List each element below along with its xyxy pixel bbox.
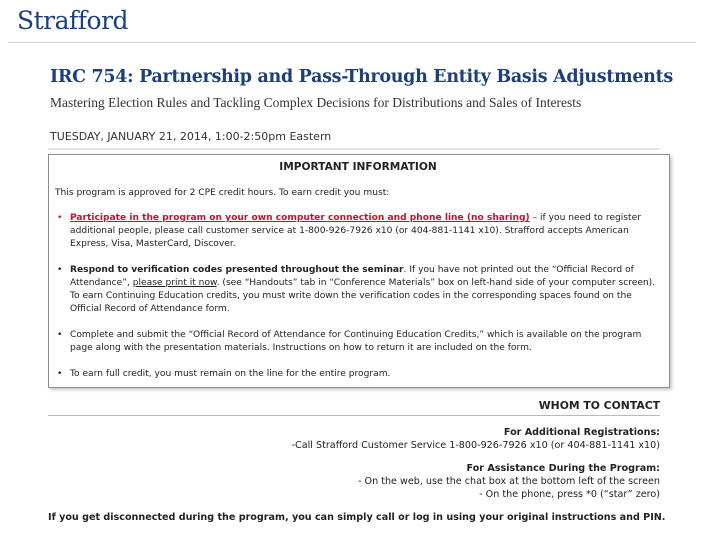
bullet2-text-b: . (see “Handouts” tab in “Conference Materials” box on left-hand side of your computer screen). To earn Continuing Education credits, you must write down the verification codes in the corresponding spaces found on the Official Record of Attendance form.	[70, 278, 656, 314]
bullet1-text: – if you need to register additional people, please call customer service at 1-800-926-7926 x10 (or 404-881-1141 x10). Strafford accepts American Express, Visa, MasterCard, Discover.	[70, 213, 641, 249]
list-item	[55, 264, 661, 316]
important-heading: IMPORTANT INFORMATION	[279, 161, 437, 173]
print-it-now-link[interactable]: please print it now	[132, 278, 217, 288]
disconnect-note: If you get disconnected during the program, you can simply call or log in using your original instructions and PIN.	[48, 512, 666, 523]
bullet3-text: Complete and submit the “Official Record of Attendance for Continuing Education Credits,” which is available on the program page along with the presentation materials. Instructions on how to return it are included on the form.	[70, 330, 642, 353]
list-item	[55, 368, 661, 381]
list-item	[55, 212, 661, 251]
assistance-heading: For Assistance During the Program:	[466, 463, 660, 474]
participate-link[interactable]: Participate in the program on your own computer connection and phone line (no sharing)	[70, 213, 530, 223]
contact-heading: WHOM TO CONTACT	[48, 399, 660, 416]
bullet2-text-a: . If you have not printed out the “Official Record of Attendance”,	[70, 265, 634, 288]
event-date: TUESDAY, JANUARY 21, 2014, 1:00-2:50pm Eastern	[50, 130, 332, 143]
bullet-icon: •	[57, 265, 63, 275]
bullet-icon: •	[57, 369, 63, 379]
page-title: IRC 754: Partnership and Pass-Through Entity Basis Adjustments	[50, 67, 673, 87]
contact-section	[48, 399, 660, 501]
requirements-list	[55, 212, 661, 381]
intro-text-a: This program is approved for 2 CPE credit hours	[55, 188, 274, 198]
registrations-line: -Call Strafford Customer Service 1-800-926-7926 x10 (or 404-881-1141 x10)	[291, 440, 660, 451]
header-divider	[8, 42, 696, 43]
page-subtitle: Mastering Election Rules and Tackling Complex Decisions for Distributions and Sales of Interests	[50, 95, 582, 110]
strafford-logo: Strafford	[17, 6, 129, 35]
intro-text-b: . To earn credit you must:	[273, 188, 390, 198]
bullet-icon: •	[57, 330, 63, 340]
list-item	[55, 329, 661, 355]
assistance-line-phone: - On the phone, press *0 (“star” zero)	[479, 489, 660, 500]
date-divider	[48, 148, 660, 150]
bullet4-text: To earn full credit, you must remain on the line for the entire program.	[70, 369, 391, 379]
important-information-box	[48, 154, 670, 388]
assistance-line-web: - On the web, use the chat box at the bottom left of the screen	[358, 476, 660, 487]
registrations-heading: For Additional Registrations:	[503, 427, 660, 438]
bullet2-bold: Respond to verification codes presented throughout the seminar	[70, 265, 404, 275]
intro-text	[55, 187, 661, 200]
bullet-icon: •	[57, 213, 63, 223]
